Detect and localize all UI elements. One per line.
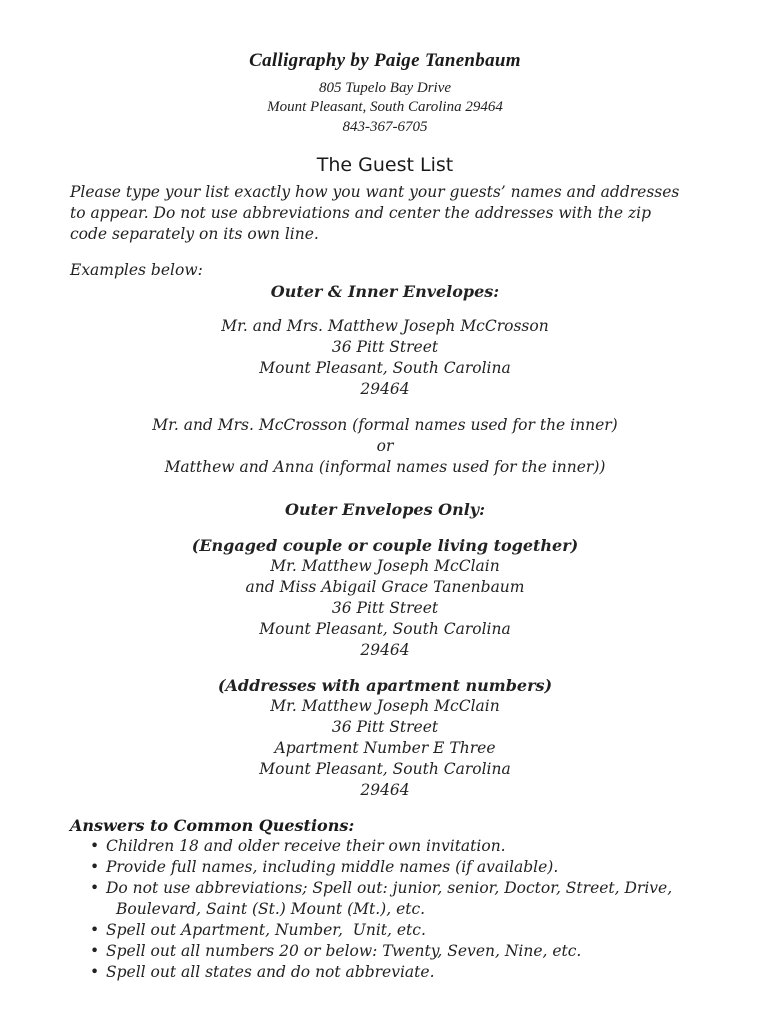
business-name: Calligraphy by Paige Tanenbaum [249,50,521,71]
address-line: Mr. Matthew Joseph McClain [270,697,500,715]
address-line: Mr. Matthew Joseph McClain [270,557,500,575]
address-line: 36 Pitt Street [331,718,439,736]
bullet-icon: • [90,837,100,855]
business-phone: 843-367-6705 [342,119,428,135]
intro-paragraph [70,182,730,245]
list-item-continuation: Boulevard, Saint (St.) Mount (Mt.), etc. [116,900,426,918]
list-item-text: Spell out all states and do not abbreviate. [106,963,435,981]
bullet-icon: • [90,942,100,960]
bullet-icon: • [90,921,100,939]
section-title-outer-only: Outer Envelopes Only: [285,500,485,519]
inner-envelope-examples [0,415,770,478]
list-item [70,920,730,941]
subsection-title-engaged: (Engaged couple or couple living together) [191,536,579,555]
list-item-text: Do not use abbreviations; Spell out: junior, senior, Doctor, Street, Drive, [106,879,673,897]
inner-line: or [376,437,394,455]
list-item [70,836,730,857]
example-address-engaged [0,556,770,661]
list-item [70,878,730,920]
address-line: Mount Pleasant, South Carolina [259,359,511,377]
list-item [70,941,730,962]
inner-line: Mr. and Mrs. McCrosson (formal names used for the inner) [152,416,618,434]
bullet-icon: • [90,879,100,897]
inner-line: Matthew and Anna (informal names used for the inner)) [164,458,606,476]
list-item-text: Children 18 and older receive their own invitation. [106,837,506,855]
example-address-outer-inner [0,316,770,400]
list-item [70,962,730,983]
business-address-line2: Mount Pleasant, South Carolina 29464 [267,99,503,115]
examples-label: Examples below: [70,261,203,279]
bullet-icon: • [90,963,100,981]
answers-title: Answers to Common Questions: [70,816,355,835]
list-item-text: Provide full names, including middle names (if available). [106,858,559,876]
intro-line: Please type your list exactly how you want your guests’ names and addresses [70,183,680,201]
address-line: 36 Pitt Street [331,599,439,617]
intro-line: to appear. Do not use abbreviations and center the addresses with the zip [70,204,652,222]
section-title-outer-inner: Outer & Inner Envelopes: [270,282,500,301]
address-line: and Miss Abigail Grace Tanenbaum [245,578,525,596]
address-line: 29464 [360,641,410,659]
address-line: Mount Pleasant, South Carolina [259,760,511,778]
intro-line: code separately on its own line. [70,225,319,243]
address-line: 29464 [360,781,410,799]
address-line: Mount Pleasant, South Carolina [259,620,511,638]
answers-list [70,836,730,983]
subsection-title-apartment: (Addresses with apartment numbers) [217,676,553,695]
business-address-line1: 805 Tupelo Bay Drive [318,80,452,96]
address-line: 29464 [360,380,410,398]
address-line: Apartment Number E Three [274,739,496,757]
example-address-apartment [0,696,770,801]
list-item-text: Spell out all numbers 20 or below: Twenty, Seven, Nine, etc. [106,942,582,960]
address-line: Mr. and Mrs. Matthew Joseph McCrosson [221,317,549,335]
address-line: 36 Pitt Street [331,338,439,356]
list-item-text: Spell out Apartment, Number, Unit, etc. [106,921,426,939]
page-title: The Guest List [316,154,454,176]
bullet-icon: • [90,858,100,876]
list-item [70,857,730,878]
